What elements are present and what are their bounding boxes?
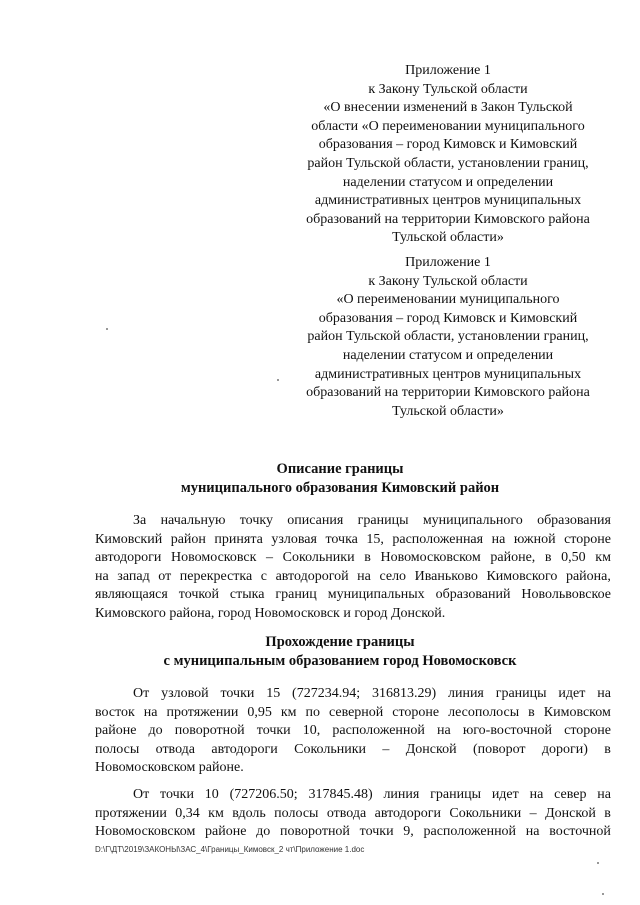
paragraph-line: автодороги Новомосковск – Сокольники в Новомосковском районе, в 0,50 км — [95, 550, 611, 566]
appendix-line: наделении статусом и определении — [342, 347, 554, 363]
scan-speck — [597, 862, 599, 864]
heading-line: муниципального образования Кимовский район — [180, 480, 500, 496]
heading-line: с муниципальным образованием город Новомосковск — [163, 653, 517, 669]
heading-line: Описание границы — [276, 461, 404, 477]
scan-speck — [277, 379, 279, 381]
footer-file-path: D:\Г\ДТ\2019\ЗАКОНЫ\ЗАС_4\Границы_Кимовск_2 чт\Приложение 1.doc — [95, 845, 365, 854]
paragraph-line: на запад от перекрестка с автодорогой на село Иваньково Кимовского района, — [95, 568, 611, 584]
paragraph-line: От узловой точки 15 (727234.94; 316813.29) линия границы идет на — [133, 686, 611, 701]
paragraph-line: восток на протяжении 0,95 км по северной стороне лесополосы в Кимовском — [95, 704, 611, 720]
appendix-line: образований на территории Кимовского района — [306, 385, 590, 401]
appendix-line: административных центров муниципальных — [314, 366, 582, 382]
appendix-line: к Закону Тульской области — [368, 81, 528, 97]
appendix-line: Тульской области» — [392, 230, 504, 246]
paragraph-line: Новомосковском районе. — [95, 760, 244, 776]
appendix-line: Приложение 1 — [405, 63, 491, 78]
appendix-amended-header — [290, 62, 606, 248]
appendix-line: Тульской области» — [392, 403, 504, 419]
appendix-original-header — [290, 254, 606, 421]
paragraph-line: Новомосковском районе до поворотной точки 9, расположенной на восточной — [95, 824, 611, 840]
scan-speck — [602, 893, 604, 895]
paragraph-line: являющаяся точкой стыка границ муниципальных образований Новольвовское — [95, 587, 611, 603]
segment-paragraph-1 — [95, 685, 611, 778]
appendix-line: Приложение 1 — [405, 255, 491, 270]
paragraph-line: Кимовский район принята узловая точка 15, расположенная на южной стороне — [95, 531, 611, 547]
appendix-line: наделении статусом и определении — [342, 174, 554, 190]
intro-paragraph — [95, 512, 611, 624]
appendix-line: район Тульской области, установлении границ, — [307, 155, 589, 171]
appendix-line: район Тульской области, установлении границ, — [307, 329, 589, 345]
paragraph-line: За начальную точку описания границы муниципального образования — [133, 513, 611, 528]
heading-line: Прохождение границы — [265, 634, 415, 650]
paragraph-line: протяжении 0,34 км вдоль полосы отвода автодороги Сокольники – Донской в — [95, 805, 611, 821]
appendix-line: «О переименовании муниципального — [336, 292, 560, 308]
appendix-line: образований на территории Кимовского района — [306, 211, 590, 227]
description-heading — [40, 460, 640, 498]
appendix-line: образования – город Кимовск и Кимовский — [318, 310, 578, 326]
paragraph-line: полосы отвода автодороги Сокольники – Донской (поворот дороги) в — [95, 741, 611, 757]
scan-speck — [106, 328, 108, 330]
section-heading — [40, 633, 640, 671]
appendix-line: образования – город Кимовск и Кимовский — [318, 137, 578, 153]
paragraph-line: Кимовского района, город Новомосковск и город Донской. — [95, 605, 446, 621]
appendix-line: к Закону Тульской области — [368, 273, 528, 289]
segment-paragraph-2 — [95, 786, 611, 842]
appendix-line: области «О переименовании муниципального — [311, 118, 585, 134]
paragraph-line: От точки 10 (727206.50; 317845.48) линия границы идет на север на — [133, 787, 611, 802]
paragraph-line: районе до поворотной точки 10, расположенной на юго-восточной стороне — [95, 723, 611, 739]
appendix-line: административных центров муниципальных — [314, 193, 582, 209]
appendix-line: «О внесении изменений в Закон Тульской — [323, 100, 573, 116]
